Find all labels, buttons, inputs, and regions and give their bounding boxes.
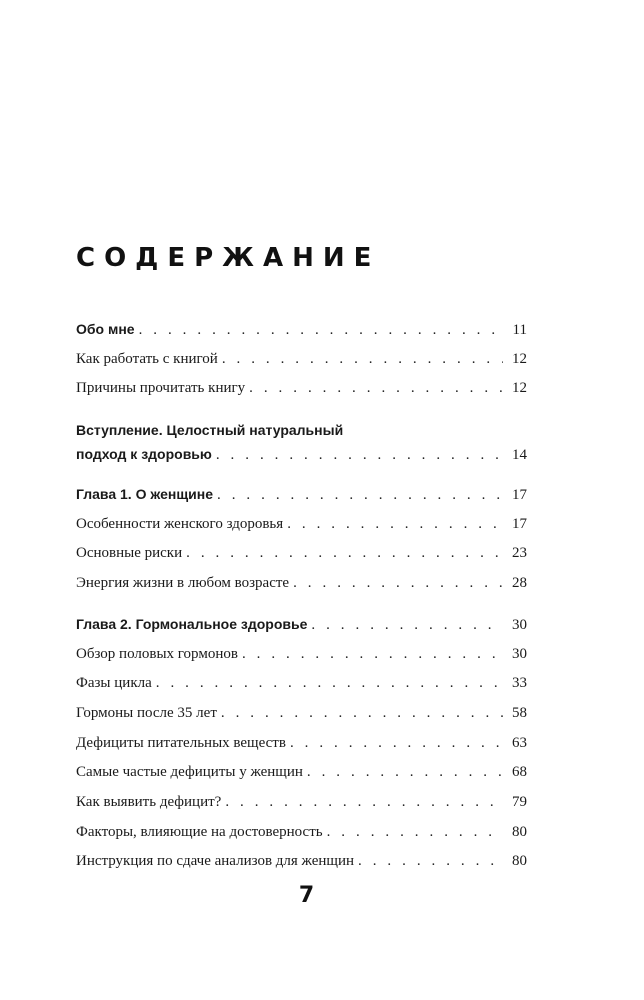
dot-leader	[249, 374, 503, 404]
toc-entry	[76, 610, 527, 640]
toc-entry	[76, 669, 527, 699]
toc-entry	[76, 480, 527, 510]
toc-entry-page: 30	[512, 616, 527, 633]
toc-entry-page: 28	[512, 575, 527, 592]
toc-entry-page: 80	[512, 853, 527, 870]
dot-leader	[225, 788, 503, 818]
dot-leader	[186, 539, 503, 569]
toc-entry	[76, 729, 527, 759]
toc-entry-label: Дефициты питательных веществ	[76, 734, 286, 751]
page-title: СОДЕРЖАНИЕ	[76, 243, 381, 273]
toc-entry-label: Глава 2. Гормональное здоровье	[76, 615, 308, 632]
dot-leader	[139, 316, 503, 346]
page-number: 7	[298, 883, 315, 908]
dot-leader	[222, 345, 503, 375]
table-of-contents	[76, 315, 527, 877]
dot-leader	[287, 510, 503, 540]
toc-entry	[76, 699, 527, 729]
toc-entry-label-line1: Вступление. Целостный натуральный	[76, 422, 344, 439]
toc-entry	[76, 345, 527, 375]
dot-leader	[290, 729, 503, 759]
toc-entry-page: 79	[512, 793, 527, 810]
toc-entry-page: 12	[512, 350, 527, 367]
toc-entry-page: 11	[512, 322, 527, 338]
toc-entry-label: Энергия жизни в любом возрасте	[76, 575, 290, 592]
toc-entry-page: 63	[512, 734, 527, 751]
toc-entry-label: Основные риски	[76, 545, 183, 562]
toc-entry-label: Гормоны после 35 лет	[76, 704, 217, 721]
toc-entry-page: 12	[512, 380, 527, 397]
toc-entry	[76, 510, 527, 540]
dot-leader	[217, 481, 503, 511]
toc-entry-page: 23	[512, 545, 527, 562]
toc-entry	[76, 374, 527, 404]
toc-entry	[76, 315, 527, 345]
dot-leader	[358, 847, 503, 877]
toc-entry-label: Обзор половых гормонов	[76, 645, 238, 662]
dot-leader	[216, 443, 503, 467]
toc-entry-label: Причины прочитать книгу	[76, 380, 246, 397]
toc-entry-label: Обо мне	[76, 321, 135, 337]
toc-entry-label: Инструкция по сдаче анализов для женщин	[76, 853, 355, 870]
toc-entry-label: подход к здоровью	[76, 446, 212, 463]
dot-leader	[293, 569, 503, 599]
toc-entry-page: 33	[512, 675, 527, 692]
toc-entry-label: Как выявить дефицит?	[76, 793, 222, 810]
toc-entry-label: Глава 1. О женщине	[76, 486, 214, 503]
toc-entry-label: Факторы, влияющие на достоверность	[76, 823, 323, 840]
toc-entry-page: 17	[512, 515, 527, 532]
toc-entry-page: 58	[512, 704, 527, 721]
toc-entry-page: 68	[512, 764, 527, 781]
dot-leader	[307, 758, 503, 788]
toc-entry	[76, 847, 527, 877]
toc-entry-page: 80	[512, 823, 527, 840]
toc-entry	[76, 539, 527, 569]
dot-leader	[242, 640, 503, 670]
toc-entry-label: Особенности женского здоровья	[76, 515, 284, 532]
dot-leader	[156, 669, 503, 699]
toc-entry-page: 30	[512, 645, 527, 662]
toc-entry-page: 14	[512, 447, 527, 464]
toc-entry	[76, 640, 527, 670]
toc-entry	[76, 758, 527, 788]
dot-leader	[327, 818, 503, 848]
toc-entry	[76, 442, 527, 466]
dot-leader	[311, 611, 503, 641]
toc-entry-introduction	[76, 418, 527, 466]
toc-entry-label: Как работать с книгой	[76, 350, 218, 367]
toc-entry	[76, 818, 527, 848]
toc-entry-page: 17	[512, 487, 527, 504]
toc-entry-label: Самые частые дефициты у женщин	[76, 764, 303, 781]
toc-entry-label: Фазы цикла	[76, 675, 152, 692]
toc-entry	[76, 569, 527, 599]
toc-entry	[76, 788, 527, 818]
dot-leader	[221, 699, 503, 729]
